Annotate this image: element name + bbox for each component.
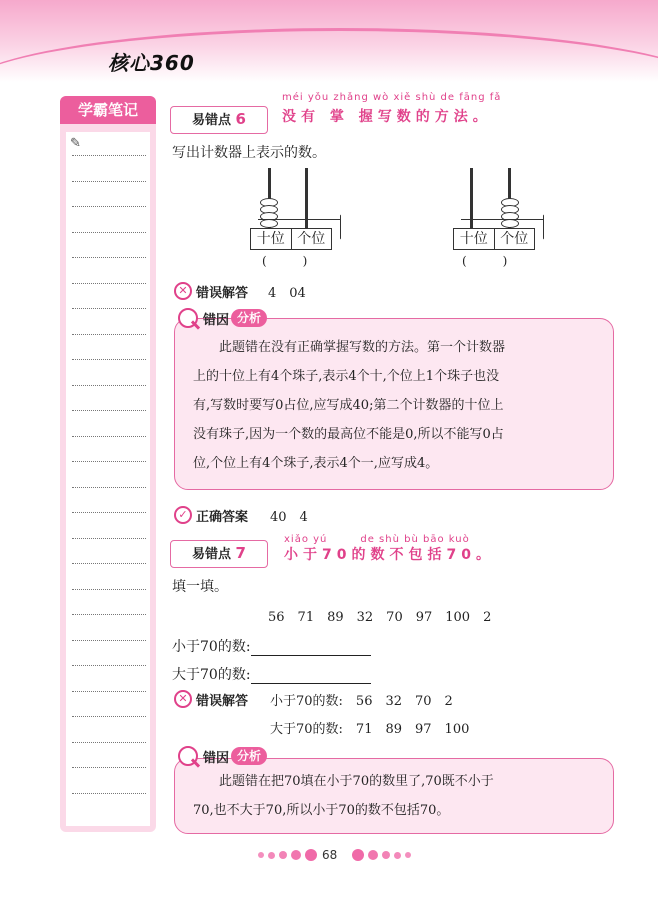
analysis-line: 此题错在把70填在小于70的数里了,70既不小于 [219, 774, 494, 789]
wrong-answer-label: 错误解答 [196, 286, 249, 301]
abacus-1-frame-top [258, 219, 340, 220]
wrong-answer-label: 错误解答 [196, 694, 249, 709]
note-line [72, 181, 146, 182]
analysis-text-7 [193, 767, 595, 825]
note-line [72, 487, 146, 488]
analysis-box-6 [174, 318, 614, 490]
footer-dot [394, 852, 401, 859]
cause-label: 错因 [203, 750, 230, 766]
page-number: 68 [322, 848, 338, 862]
cause-pill: 分析 [231, 309, 267, 327]
note-line [72, 614, 146, 615]
footer-dot [368, 850, 378, 860]
tag-number: 6 [235, 110, 246, 128]
note-line [72, 410, 146, 411]
footer-dot [305, 849, 317, 861]
footer-dot [268, 852, 275, 859]
wrong-mark-icon: ✕ [174, 690, 192, 708]
note-line [72, 436, 146, 437]
section6-title: 没有 掌 握写数的方法。 [282, 109, 492, 125]
tens-label: 十位 [251, 229, 292, 249]
cause-header-7 [178, 744, 267, 768]
greater-than-label: 大于70的数: [172, 667, 251, 683]
section7-title: 小于70的数不包括70。 [284, 547, 495, 563]
correct-answer-label: 正确答案 [196, 510, 249, 525]
note-line [72, 155, 146, 156]
ones-label: 个位 [297, 231, 326, 247]
abacus-bead [260, 219, 278, 228]
note-line [72, 308, 146, 309]
tag-prefix: 易错点 [192, 113, 232, 128]
correct-mark-icon: ✓ [174, 506, 192, 524]
analysis-line: 上的十位上有4个珠子,表示4个十,个位上1个珠子也没 [193, 369, 500, 384]
note-line [72, 742, 146, 743]
note-line [72, 767, 146, 768]
number-list: 56 71 89 32 70 97 100 2 [268, 610, 492, 625]
note-line [72, 563, 146, 564]
correct-answer-value: 40 4 [270, 510, 308, 525]
note-line [72, 206, 146, 207]
note-line [72, 257, 146, 258]
note-line [72, 232, 146, 233]
abacus-2-frame-top [461, 219, 543, 220]
wrong-greater-answer: 大于70的数: 71 89 97 100 [270, 722, 470, 737]
less-than-blank[interactable] [251, 641, 371, 656]
book-logo: 核心360 [108, 51, 195, 75]
note-line [72, 385, 146, 386]
error-point-6-tag [170, 106, 268, 134]
abacus-2-blank: ( ) [462, 254, 508, 268]
note-line [72, 665, 146, 666]
footer-dot [382, 851, 390, 859]
wrong-mark-icon: ✕ [174, 282, 192, 300]
cause-label: 错因 [203, 312, 230, 328]
note-line [72, 461, 146, 462]
note-line [72, 640, 146, 641]
notes-paper [66, 132, 150, 826]
footer-dot [405, 852, 411, 858]
wrong-answer-value: 4 04 [268, 286, 306, 301]
note-line [72, 691, 146, 692]
note-line [72, 359, 146, 360]
analysis-line: 此题错在没有正确掌握写数的方法。第一个计数器 [219, 340, 506, 355]
analysis-line: 没有珠子,因为一个数的最高位不能是0,所以不能写0占 [193, 427, 504, 442]
pencil-icon: ✎ [70, 136, 81, 151]
error-point-7-tag [170, 540, 268, 568]
analysis-line: 70,也不大于70,所以小于70的数不包括70。 [193, 803, 450, 818]
note-line [72, 716, 146, 717]
analysis-text-6 [193, 333, 595, 478]
footer-dot [352, 849, 364, 861]
tag-prefix: 易错点 [192, 547, 232, 562]
note-line [72, 283, 146, 284]
note-line [72, 538, 146, 539]
analysis-line: 有,写数时要写0占位,应写成40;第二个计数器的十位上 [193, 398, 504, 413]
tens-label: 十位 [454, 229, 495, 249]
less-than-label: 小于70的数: [172, 639, 251, 655]
ones-label: 个位 [500, 231, 529, 247]
section6-question: 写出计数器上表示的数。 [172, 145, 326, 161]
greater-than-row [172, 664, 371, 684]
analysis-line: 位,个位上有4个珠子,表示4个一,应写成4。 [193, 456, 439, 471]
note-line [72, 334, 146, 335]
footer-dot [258, 852, 264, 858]
less-than-row [172, 636, 371, 656]
tag-number: 7 [235, 544, 246, 562]
abacus-bead [501, 219, 519, 228]
cause-header-6 [178, 306, 267, 330]
note-line [72, 793, 146, 794]
wrong-less-answer: 小于70的数: 56 32 70 2 [270, 694, 453, 709]
footer-dot [291, 850, 301, 860]
abacus-1-blank: ( ) [262, 254, 308, 268]
note-line [72, 512, 146, 513]
greater-than-blank[interactable] [251, 669, 371, 684]
notes-title: 学霸笔记 [60, 96, 156, 124]
footer-dot [279, 851, 287, 859]
section6-pinyin: méi yǒu zhǎng wò xiě shù de fāng fǎ [282, 92, 502, 103]
analysis-box-7 [174, 758, 614, 834]
note-line [72, 589, 146, 590]
abacus-2-frame [453, 228, 535, 250]
cause-pill: 分析 [231, 747, 267, 765]
section7-pinyin: xiǎo yú de shù bù bāo kuò [284, 534, 470, 545]
section7-question: 填一填。 [172, 579, 228, 595]
abacus-1-frame [250, 228, 332, 250]
